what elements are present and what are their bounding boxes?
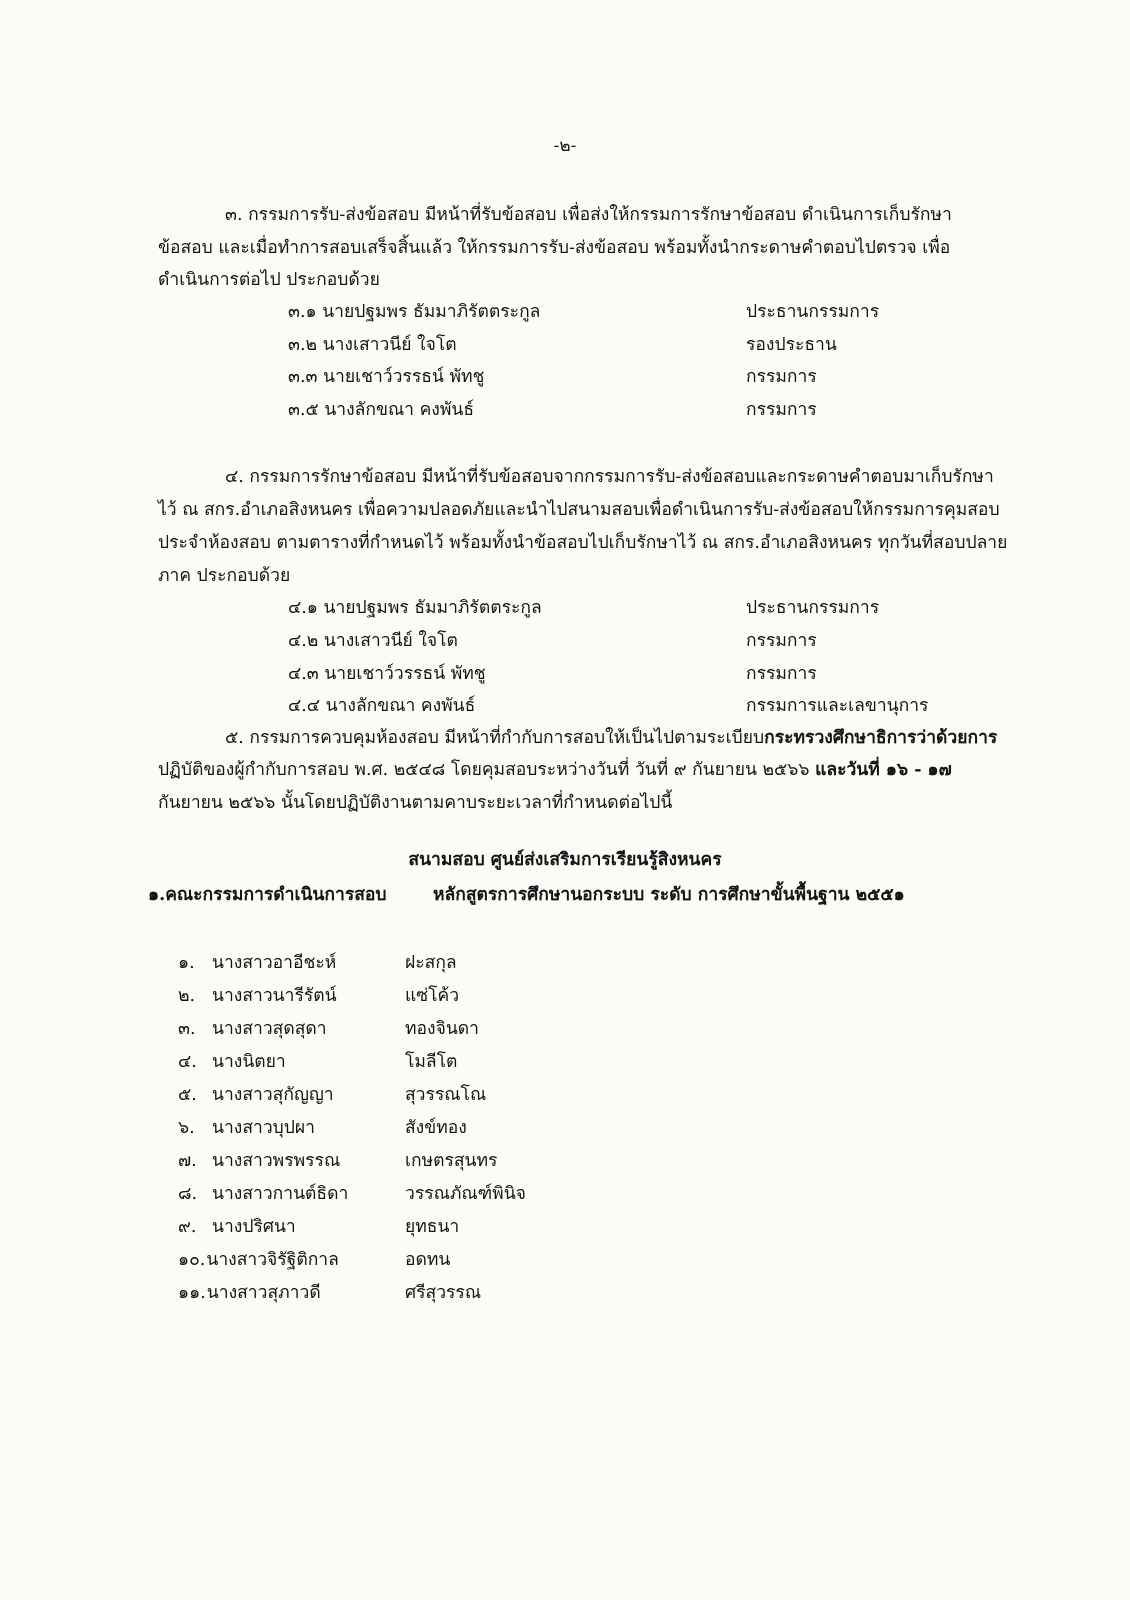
member-role: กรรมการ [746,664,817,684]
committee-label: ๑.คณะกรรมการดำเนินการสอบ [148,885,387,905]
list-item-last-name: ยุทธนา [405,1217,460,1237]
section-3-line-3: ดำเนินการต่อไป ประกอบด้วย [158,270,380,290]
list-item [0,1278,1130,1304]
member-name: ๔.๓ นายเชาว์วรรธน์ พัทชู [288,664,486,684]
section-4-line-3: ประจำห้องสอบ ตามตารางที่กำหนดไว้ พร้อมทั้งนำข้อสอบไปเก็บรักษาไว้ ณ สกร.อำเภอสิงหนคร ทุกวันที่สอบปลาย [158,533,1008,553]
list-item [0,948,1130,974]
member-name: ๔.๒ นางเสาวนีย์ ใจโต [288,631,458,651]
member-role: ประธานกรรมการ [746,302,880,322]
list-item-last-name: สังข์ทอง [405,1118,467,1138]
list-item [0,1047,1130,1073]
section-5-line-2-text: ปฏิบัติของผู้กำกับการสอบ พ.ศ. ๒๕๔๘ โดยคุมสอบระหว่างวันที่ วันที่ ๙ กันยายน ๒๕๖๖ [158,760,816,780]
member-role: กรรมการ [746,400,817,420]
member-role: รองประธาน [746,335,837,355]
section-3-member [0,395,1130,419]
list-item-first-name: นางสาวพรพรรณ [212,1151,341,1171]
list-item-last-name: ทองจินดา [405,1019,479,1039]
member-role: ประธานกรรมการ [746,598,880,618]
list-item-number: ๗. [178,1151,197,1171]
list-item-number: ๙. [178,1217,197,1237]
section-4-member [0,626,1130,650]
list-item-number: ๑๐. [178,1250,206,1270]
list-item [0,981,1130,1007]
member-name: ๓.๓ นายเชาว์วรรธน์ พัทชู [288,367,485,387]
list-item-number: ๘. [178,1184,198,1204]
list-item [0,1212,1130,1238]
list-item-number: ๕. [178,1085,197,1105]
list-item-number: ๑๑. [178,1283,206,1303]
section-5-line-2 [158,755,952,783]
section-4-line-4: ภาค ประกอบด้วย [158,566,291,586]
section-3-member [0,297,1130,321]
section-3-member [0,330,1130,354]
section-3-member [0,362,1130,386]
list-item [0,1113,1130,1139]
list-item-number: ๒. [178,986,196,1006]
section-5-line-2-bold: และวันที่ ๑๖ - ๑๗ [815,760,952,780]
list-item-last-name: เกษตรสุนทร [405,1151,498,1171]
list-item-last-name: วรรณภัณฑ์พินิจ [405,1184,526,1204]
section-4-member [0,659,1130,683]
list-item-number: ๔. [178,1052,197,1072]
list-item-last-name: ฝะสกุล [405,953,457,973]
member-role: กรรมการและเลขานุการ [746,696,929,716]
list-item [0,1146,1130,1172]
list-item-last-name: สุวรรณโณ [405,1085,487,1105]
list-item-first-name: นางสาวกานต์ธิดา [212,1184,349,1204]
list-item-first-name: นางสาวบุปผา [212,1118,315,1138]
list-item-number: ๖. [178,1118,195,1138]
list-item-first-name: นางสาวนารีรัตน์ [212,986,337,1006]
section-5-line-1 [225,723,997,751]
list-item-last-name: โมลีโต [405,1052,458,1072]
list-item-first-name: นางสาวจิรัฐิติกาล [206,1250,339,1270]
member-name: ๓.๕ นางลักขณา คงพันธ์ [288,400,475,420]
list-item-first-name: นางนิตยา [212,1052,286,1072]
curriculum-label: หลักสูตรการศึกษานอกระบบ ระดับ การศึกษาขั้นพื้นฐาน ๒๕๕๑ [433,885,905,905]
list-item-last-name: ศรีสุวรรณ [405,1283,482,1303]
list-item-number: ๑. [178,953,195,973]
list-item-number: ๓. [178,1019,196,1039]
section-5-line-1-bold: กระทรวงศึกษาธิการว่าด้วยการ [764,728,998,748]
list-item-first-name: นางปริศนา [212,1217,296,1237]
exam-venue-heading: สนามสอบ ศูนย์ส่งเสริมการเรียนรู้สิงหนคร [408,850,722,870]
member-role: กรรมการ [746,631,817,651]
list-item-first-name: นางสาวอาอีชะห์ [212,953,337,973]
member-name: ๔.๑ นายปฐมพร ธัมมาภิรัตตระกูล [288,598,542,618]
member-name: ๔.๔ นางลักขณา คงพันธ์ [288,696,476,716]
section-4-line-1: ๔. กรรมการรักษาข้อสอบ มีหน้าที่รับข้อสอบจากกรรมการรับ-ส่งข้อสอบและกระดาษคำตอบมาเก็บรักษา [225,467,994,487]
page-number: -๒- [553,136,577,156]
list-item [0,1080,1130,1106]
list-item-last-name: แซ่โค้ว [405,986,460,1006]
list-item-first-name: นางสาวสุภาวดี [206,1283,321,1303]
member-role: กรรมการ [746,367,817,387]
member-name: ๓.๒ นางเสาวนีย์ ใจโต [288,335,457,355]
section-5-line-3: กันยายน ๒๕๖๖ นั้นโดยปฏิบัติงานตามคาบระยะเวลาที่กำหนดต่อไปนี้ [158,793,673,813]
list-item [0,1014,1130,1040]
list-item-last-name: อดทน [405,1250,451,1270]
section-4-line-2: ไว้ ณ สกร.อำเภอสิงหนคร เพื่อความปลอดภัยและนำไปสนามสอบเพื่อดำเนินการรับ-ส่งข้อสอบให้กรรมการคุมสอบ [158,500,1000,520]
list-item-first-name: นางสาวสุดสุดา [212,1019,327,1039]
section-4-member [0,593,1130,617]
list-item-first-name: นางสาวสุกัญญา [212,1085,334,1105]
member-name: ๓.๑ นายปฐมพร ธัมมาภิรัตตระกูล [288,302,541,322]
list-item [0,1245,1130,1271]
section-3-line-1: ๓. กรรมการรับ-ส่งข้อสอบ มีหน้าที่รับข้อสอบ เพื่อส่งให้กรรมการรักษาข้อสอบ ดำเนินการเก็บรักษา [225,205,952,225]
section-3-line-2: ข้อสอบ และเมื่อทำการสอบเสร็จสิ้นแล้ว ให้กรรมการรับ-ส่งข้อสอบ พร้อมทั้งนำกระดาษคำตอบไปตรวจ เพื่อ [158,238,951,258]
section-5-line-1-text: ๕. กรรมการควบคุมห้องสอบ มีหน้าที่กำกับการสอบให้เป็นไปตามระเบียบ [225,728,765,748]
list-item [0,1179,1130,1205]
section-4-member [0,691,1130,715]
